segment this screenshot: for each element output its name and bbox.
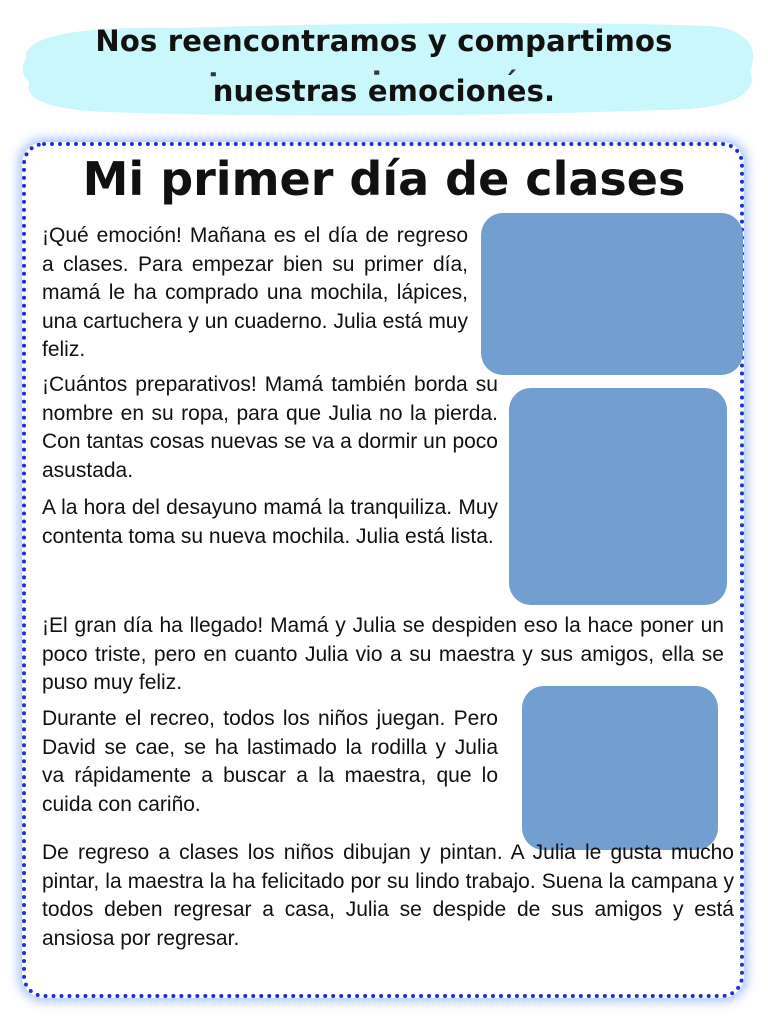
story-paragraph-1: ¡Qué emoción! Mañana es el día de regreso a clases. Para empezar bien su primer día, mamá le ha comprado una mochila, lápices, una cartuchera y un cuaderno. Julia está muy feliz. [42, 224, 468, 361]
story-paragraph-2: ¡Cuántos preparativos! Mamá también borda su nombre en su ropa, para que Julia no la pierda. Con tantas cosas nuevas se va a dormir un poco asustada. [42, 373, 498, 482]
banner-title-line-2: nuestras emociones. [212, 74, 556, 108]
story-paragraph-3: A la hora del desayuno mamá la tranquiliza. Muy contenta toma su nueva mochila. Julia está lista. [42, 496, 498, 548]
story-paragraph-6: De regreso a clases los niños dibujan y pintan. A Julia le gusta mucho pintar, la maestra la ha felicitado por su lindo trabajo. Suena la campana y todos deben regresar a casa, Julia se despide de sus amigos y está ansiosa por regresar. [42, 841, 734, 950]
banner-title-line-1: Nos reencontramos y compartimos [95, 24, 673, 58]
story-title: Mi primer día de clases [82, 152, 686, 206]
image-placeholder-1 [481, 213, 743, 375]
story-paragraph-4: ¡El gran día ha llegado! Mamá y Julia se despiden eso la hace poner un poco triste, pero en cuanto Julia vio a su maestra y sus amigos, ella se puso muy feliz. [42, 614, 724, 694]
header-banner [18, 18, 756, 118]
story-paragraph-5: Durante el recreo, todos los niños juegan. Pero David se cae, se ha lastimado la rodilla y Julia va rápidamente a buscar a la maestra, que lo cuida con cariño. [42, 707, 498, 816]
image-placeholder-3 [522, 686, 718, 850]
image-placeholder-2 [509, 388, 727, 605]
